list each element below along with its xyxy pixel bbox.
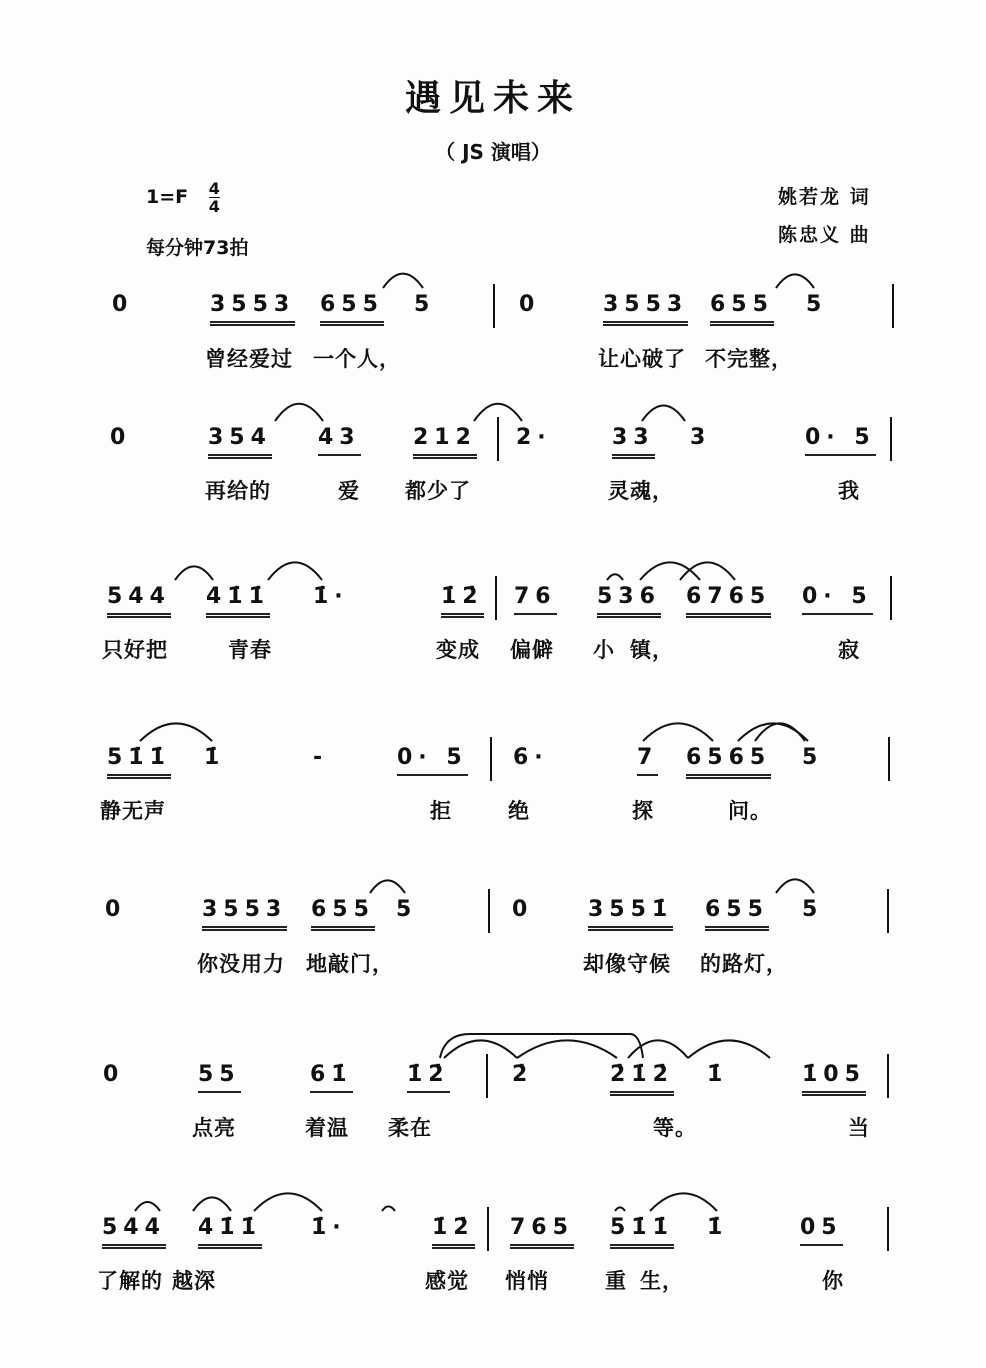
note-group: 655 [320,292,384,326]
slur-arc [680,562,735,580]
lyric-text: 曾经爱过 [205,347,293,371]
barline [890,576,892,620]
note-group: 41̇1̇ [198,1215,262,1249]
note-group: 2̇1̇2̇ [610,1062,674,1096]
note-group: 6· [513,745,549,770]
barline [890,417,892,461]
slur-arc [440,1034,643,1058]
note-group: 0 [103,1062,125,1087]
note-group: 212 [413,425,477,459]
barline [488,889,490,933]
lyric-text: 问。 [728,799,772,823]
slur-arc [382,1206,395,1211]
slur-arc [370,880,405,893]
note-group: 51̇1̇ [107,745,171,779]
note-group: 655 [710,292,774,326]
note-group: 1̇· [311,1215,347,1240]
barline [887,1054,889,1098]
note-group: 655 [311,897,375,931]
note-group: 1̇2̇ [432,1215,475,1249]
note-group: 354 [208,425,272,459]
note-group: 1̇05 [802,1062,866,1096]
note-group: 544 [107,584,171,618]
barline [487,1207,489,1251]
time-signature [209,180,220,215]
slur-arc [140,723,212,741]
note-group: 0· 5 [397,745,468,776]
slur-arc [444,1040,517,1058]
lyric-text: 了解的 [97,1269,163,1293]
note-group: 3553 [603,292,688,326]
note-group: 1̇ [707,1215,729,1240]
lyric-text: 偏僻 [510,638,554,662]
slur-arc [650,1193,717,1211]
key-signature: 1=F [146,186,189,208]
lyric-text: 小 [593,638,615,662]
note-group: 1̇ [204,745,226,770]
slur-arc [738,723,808,741]
slur-arc [268,562,322,580]
lyric-text: 寂 [838,638,860,662]
note-group: 33 [612,425,655,459]
note-group: 0 [519,292,541,317]
lyric-text: 越深 [172,1269,216,1293]
lyric-text: 拒 [430,799,452,823]
note-group: 6565 [686,745,771,779]
slur-arc [628,1040,688,1058]
note-group: 61̇ [310,1062,353,1093]
note-group: 6765 [686,584,771,618]
note-group: 05 [800,1215,843,1246]
lyric-text: 生， [640,1269,684,1293]
barline [490,737,492,781]
barline [887,1207,889,1251]
note-group: 5 [414,292,436,317]
lyric-text: 重 [605,1269,627,1293]
lyric-text: 的路灯， [700,952,788,976]
lyric-text: 变成 [436,638,480,662]
barline [495,576,497,620]
lyric-text: 悄悄 [505,1269,549,1293]
note-group: 3551̇ [588,897,673,931]
slur-arc [688,1040,770,1058]
note-group: 544 [102,1215,166,1249]
lyric-text: 只好把 [102,638,168,662]
barline [486,1054,488,1098]
note-group: 5 [802,897,824,922]
note-group: 5 [802,745,824,770]
composer-credit: 陈忠义 曲 [778,224,871,246]
slur-arc [254,1193,322,1211]
note-group: 3 [690,425,712,450]
note-group: 0 [112,292,134,317]
barline [888,737,890,781]
lyric-text: 探 [632,799,654,823]
barline [497,417,499,461]
note-group: 0 [110,425,132,450]
slur-arc [383,274,423,288]
note-group: 0· 5 [805,425,876,456]
lyric-text: 当 [848,1116,870,1140]
lyric-text: 灵魂， [608,479,674,503]
lyric-text: 我 [838,479,860,503]
time-signature-bottom: 4 [208,197,220,216]
note-group: 0· 5 [802,584,873,615]
lyricist-credit: 姚若龙 词 [778,186,871,208]
note-group: 0 [105,897,127,922]
lyric-text: 你没用力 [197,952,285,976]
note-group: 0 [512,897,534,922]
lyric-text: 镇， [630,638,674,662]
lyric-text: 青春 [228,638,272,662]
slur-arc [642,406,685,421]
lyric-text: 让心破了 [598,347,686,371]
lyric-text: 柔在 [388,1116,432,1140]
note-group: 55 [198,1062,241,1093]
note-group: 1̇2̇ [407,1062,450,1093]
lyric-text: 感觉 [425,1269,469,1293]
lyric-text: 地敲门， [306,952,394,976]
barline [887,889,889,933]
slur-arc [776,879,814,893]
note-group: 1̇2̇ [441,584,484,618]
slur-arc [776,274,814,288]
tempo-marking: 每分钟73拍 [146,237,249,259]
note-group: 1̇· [313,584,349,609]
slur-arc [607,574,623,580]
note-group: 43 [318,425,361,456]
note-group: 1̇ [707,1062,729,1087]
lyric-text: 不完整， [705,347,793,371]
slur-arc [275,404,323,421]
note-group: 5 [806,292,828,317]
slur-arc [517,1040,617,1058]
lyric-text: 静无声 [100,799,166,823]
note-group: 2̇ [512,1062,534,1087]
note-group: 3553 [202,897,287,931]
lyric-text: 再给的 [205,479,271,503]
note-group: 655 [705,897,769,931]
slur-arc [643,723,713,741]
slur-arc [193,1197,231,1211]
lyric-text: 绝 [508,799,530,823]
note-group: 2· [516,425,552,450]
lyric-text: 一个人， [313,347,401,371]
lyric-text: 等。 [653,1116,697,1140]
time-signature-top: 4 [208,179,220,198]
note-group: 5 [396,897,418,922]
note-group: 3553 [210,292,295,326]
barline [892,284,894,328]
lyric-text: 却像守候 [583,952,671,976]
key-time-signature [146,180,220,215]
performer-line: （ JS 演唱） [435,140,551,164]
lyric-text: 爱 [338,479,360,503]
note-group: 7 [637,745,658,776]
song-title: 遇见未来 [404,77,581,119]
slur-arc [640,562,700,580]
lyric-text: 点亮 [192,1116,236,1140]
note-group: 51̇1̇ [610,1215,674,1249]
slur-arc [175,566,213,580]
slur-arc [755,723,805,741]
slur-arc [135,1202,160,1211]
lyric-text: 都少了 [405,479,471,503]
note-group: 765 [510,1215,574,1249]
note-group: 536 [597,584,661,618]
lyric-text: 你 [822,1269,844,1293]
note-group: 76 [514,584,557,615]
barline [493,284,495,328]
lyric-text: 着温 [305,1116,349,1140]
note-group: 41̇1̇ [206,584,270,618]
slur-arc [615,1207,625,1211]
note-group: - [313,745,329,770]
